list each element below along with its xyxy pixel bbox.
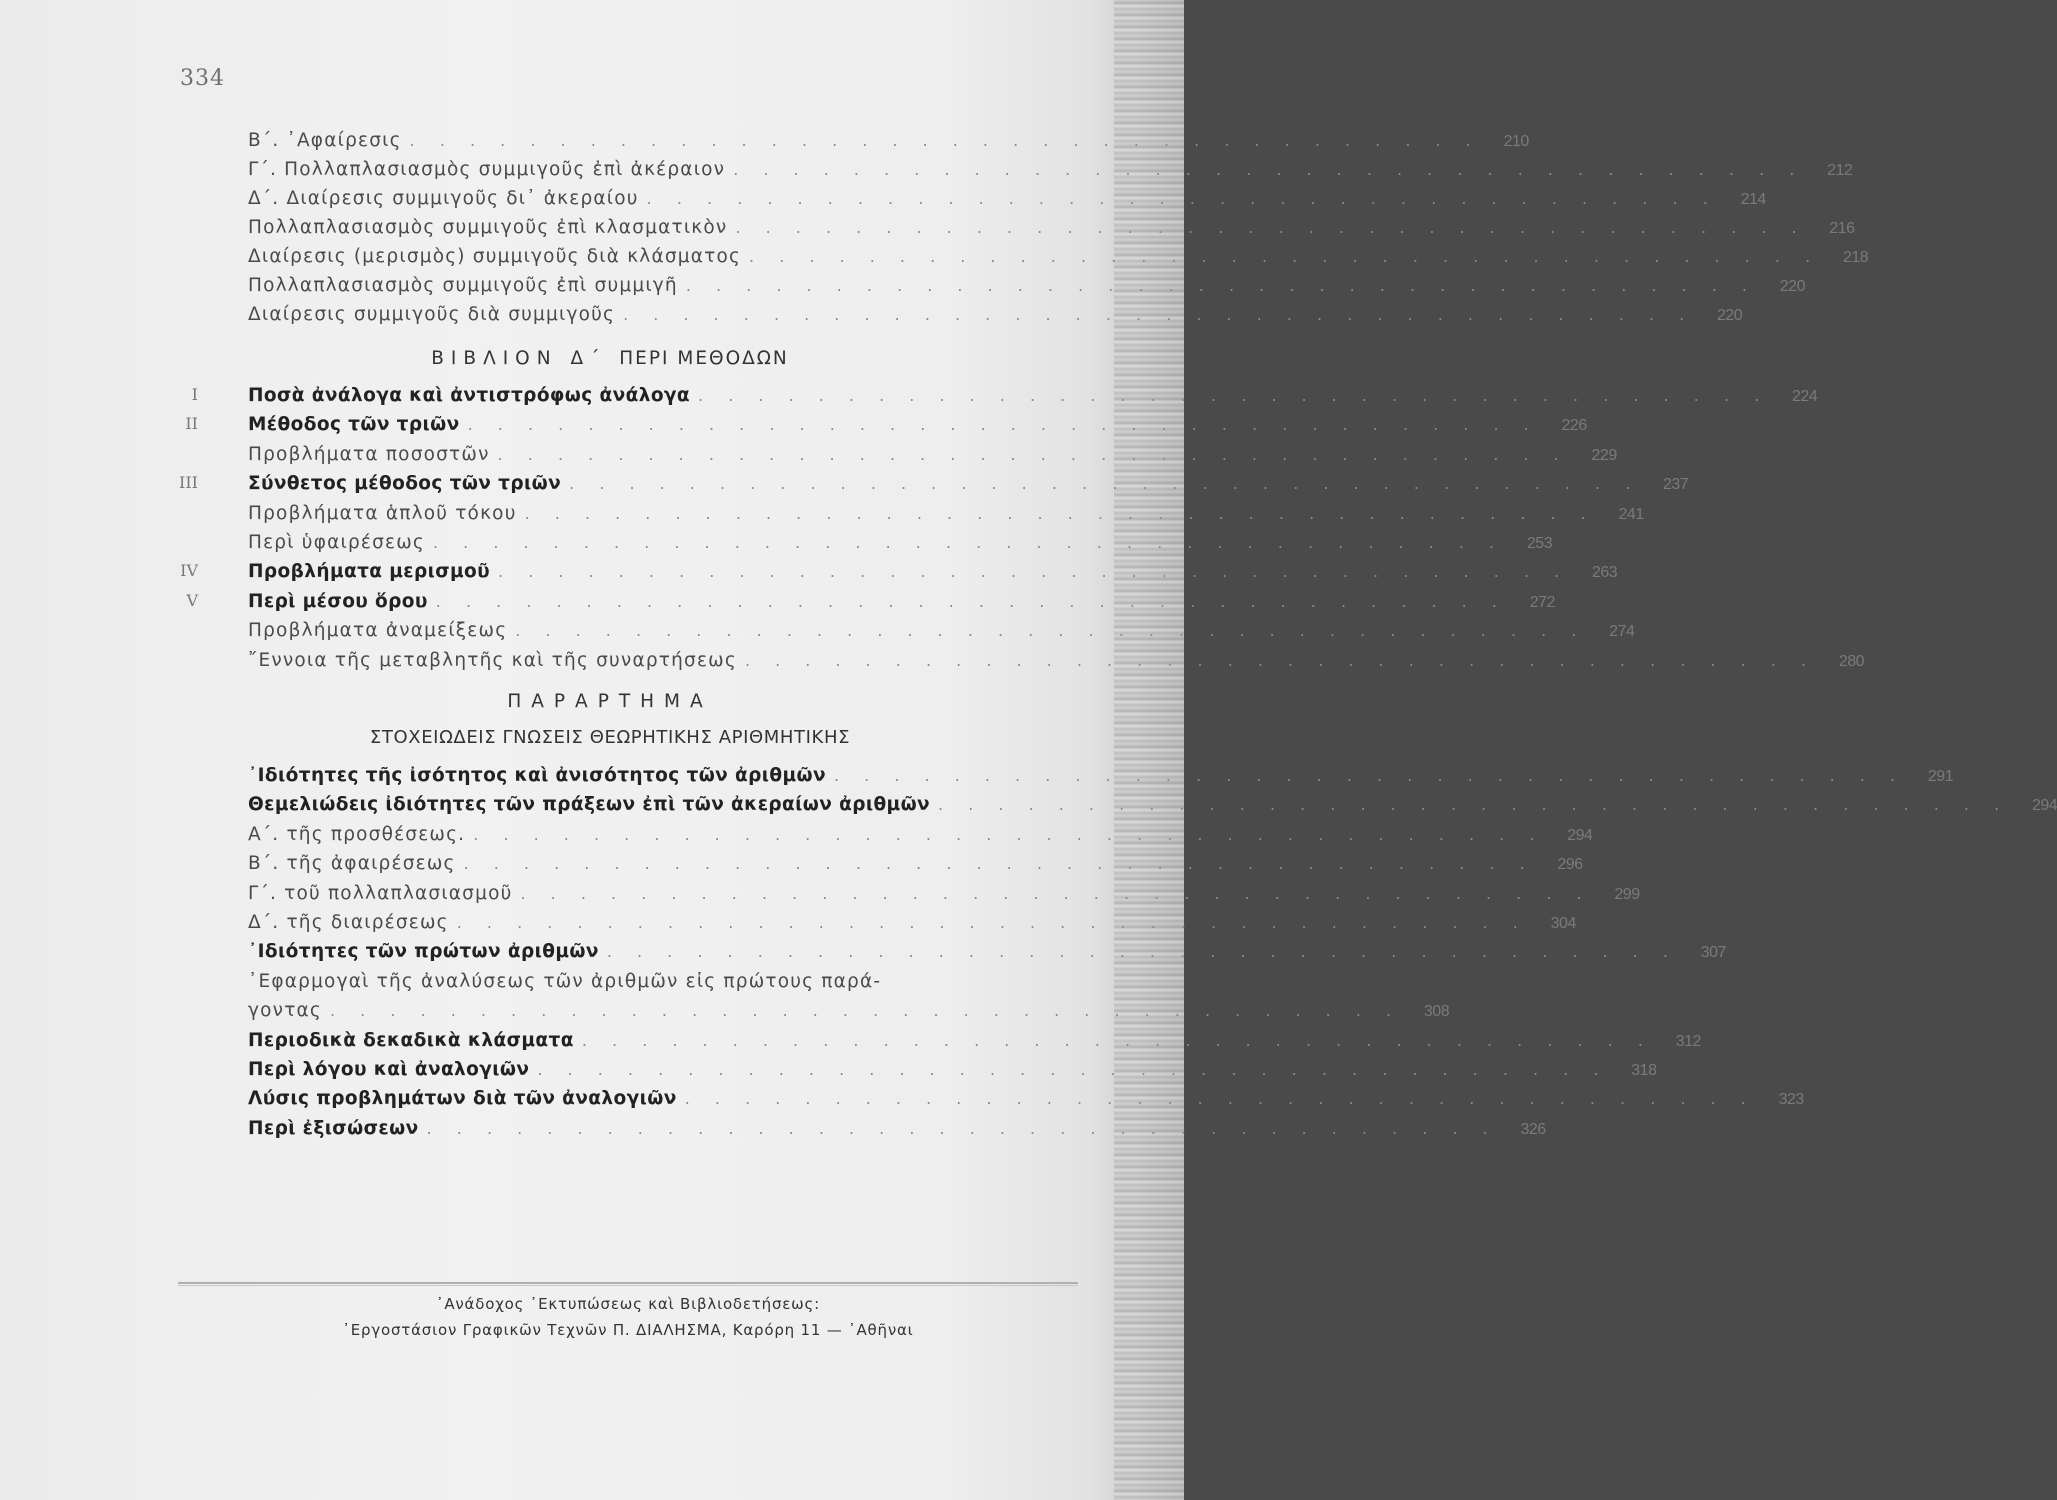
toc-entry-title: Περὶ λόγου καὶ ἀναλογιῶν — [248, 1059, 530, 1080]
toc-entry-title: γοντας — [248, 1000, 322, 1022]
toc-entry-page: 280 — [1838, 652, 1865, 670]
toc-leader-dots: . . . . . . . . . . . . . . . . . . . . . . . . . . . . . . . . . . . . — [409, 131, 1481, 150]
toc-entry-title: Προβλήματα ἁπλοῦ τόκου — [248, 502, 517, 524]
toc-leader-dots: . . . . . . . . . . . . . . . . . . . . . . . . . . . . . . . . . . . . — [515, 621, 1587, 641]
toc-entry-title: Β΄. τῆς ἀφαιρέσεως — [248, 853, 456, 875]
toc-entry-page: 291 — [1927, 768, 1954, 785]
toc-entry — [248, 794, 2057, 822]
toc-leader-dots: . . . . . . . . . . . . . . . . . . . . . . . . . . . . . . . . . . . . — [432, 533, 1505, 552]
toc-leader-dots: . . . . . . . . . . . . . . . . . . . . . . . . . . . . . . . . . . . . — [834, 766, 1906, 785]
toc-entry-page: 304 — [1550, 915, 1576, 932]
toc-entry-page: 323 — [1778, 1091, 1804, 1109]
toc-entry — [248, 1059, 1657, 1087]
toc-entry — [248, 217, 1855, 245]
toc-entry-title: Περιοδικὰ δεκαδικὰ κλάσματα — [248, 1029, 574, 1051]
toc-leader-dots: . . . . . . . . . . . . . . . . . . . . . . . . . . . . . . . . . . . . — [524, 503, 1596, 523]
toc-leader-dots: . . . . . . . . . . . . . . . . . . . . . . . . . . . . . . . . . . . . — [581, 1030, 1653, 1050]
toc-leader-dots: . . . . . . . . . . . . . . . . . . . . . . . . . . . . . . . . . . . . — [467, 415, 1539, 435]
toc-entry-title: Πολλαπλασιασμὸς συμμιγοῦς ἐπὶ συμμιγῆ — [248, 275, 678, 296]
toc-entry — [248, 971, 1078, 999]
toc-entry-title: Περὶ ἐξισώσεων — [248, 1117, 419, 1139]
toc-entry-title: Α΄. τῆς προσθέσεως. — [248, 823, 466, 845]
toc-entry-page: 307 — [1700, 944, 1726, 962]
toc-leader-dots: . . . . . . . . . . . . . . . . . . . . . . . . . . . . . . . . . . . . — [646, 189, 1718, 208]
toc-entry-title: Προβλήματα μερισμοῦ — [248, 561, 491, 583]
toc-entry — [186, 590, 1555, 619]
toc-leader-dots: . . . . . . . . . . . . . . . . . . . . . . . . . . . . . . . . . . . . — [938, 795, 2010, 815]
toc-entry — [248, 188, 1766, 216]
toc-entry-page: 326 — [1520, 1120, 1546, 1138]
footer-rule-secondary — [178, 1285, 1078, 1286]
elementary-heading: ΣΤΟΧΕΙΩΔΕΙΣ ΓΝΩΣΕΙΣ ΘΕΩΡΗΤΙΚΗΣ ΑΡΙΘΜΗΤΙΚΗΣ — [369, 727, 851, 748]
toc-leader-dots: . . . . . . . . . . . . . . . . . . . . . . . . . . . . . . . . . . . . — [498, 562, 1570, 582]
toc-entry-page: 237 — [1663, 476, 1689, 494]
toc-entry — [248, 275, 1805, 303]
toc-entry-title: Δ΄. τῆς διαιρέσεως — [248, 912, 449, 933]
toc-entry-page: 294 — [1567, 826, 1593, 844]
toc-entry-title: ᾿Εφαρμογαὶ τῆς ἀναλύσεως τῶν ἀριθμῶν εἰς πρώτους παρά- — [248, 970, 882, 992]
toc-entry — [191, 385, 1818, 413]
printer-credit-line-2: ᾿Εργοστάσιον Γραφικῶν Τεχνῶν Π. ΔΙΑΛΗΣΜΑ, Καρόρη 11 — ᾿Αθῆναι — [342, 1321, 914, 1339]
toc-leader-dots: . . . . . . . . . . . . . . . . . . . . . . . . . . . . . . . . . . . . — [698, 386, 1770, 405]
toc-entry — [248, 246, 1869, 274]
toc-leader-dots: . . . . . . . . . . . . . . . . . . . . . . . . . . . . . . . . . . . . — [456, 913, 1528, 932]
toc-entry — [248, 912, 1576, 940]
toc-entry — [248, 1117, 1546, 1146]
toc-entry-page: 226 — [1561, 417, 1587, 435]
toc-entry — [248, 1000, 1450, 1028]
toc-leader-dots: . . . . . . . . . . . . . . . . . . . . . . . . . . . . . . . . . . . . — [537, 1060, 1609, 1079]
toc-entry-page: 212 — [1827, 162, 1853, 179]
toc-entry-page: 272 — [1529, 593, 1555, 611]
toc-entry-title: Θεμελιώδεις ἰδιότητες τῶν πράξεων ἐπὶ τῶν ἀκεραίων ἀριθμῶν — [248, 794, 931, 816]
toc-entry-page: 210 — [1503, 133, 1529, 150]
appendix-heading: ΠΑΡΑΡΤΗΜΑ — [507, 691, 713, 712]
toc-entry-title: ᾿Ιδιότητες τῶν πρώτων ἀριθμῶν — [248, 941, 599, 963]
toc-entry-chapter-numeral: IV — [180, 561, 198, 581]
toc-leader-dots: . . . . . . . . . . . . . . . . . . . . . . . . . . . . . . . . . . . . — [520, 883, 1592, 903]
toc-entry — [248, 159, 1853, 187]
toc-entry — [248, 1029, 1701, 1058]
toc-leader-dots: . . . . . . . . . . . . . . . . . . . . . . . . . . . . . . . . . . . . — [623, 305, 1695, 324]
toc-entry-title: Περὶ μέσου ὅρου — [248, 590, 428, 612]
toc-entry-page: 224 — [1791, 388, 1818, 405]
toc-entry — [248, 853, 1583, 881]
toc-entry-title: Δ΄. Διαίρεσις συμμιγοῦς δι᾿ ἀκεραίου — [248, 188, 639, 209]
toc-entry-page: 318 — [1631, 1062, 1657, 1079]
toc-entry — [248, 941, 1726, 969]
toc-entry — [248, 502, 1644, 531]
printer-credit-line-1: ᾿Ανάδοχος ᾿Εκτυπώσεως καὶ Βιβλιοδετήσεως: — [436, 1295, 820, 1313]
toc-entry-page: 294 — [2031, 797, 2057, 815]
toc-entry-title: Σύνθετος μέθοδος τῶν τριῶν — [248, 473, 562, 495]
toc-entry-title: Γ΄. Πολλαπλασιασμὸς συμμιγοῦς ἐπὶ ἀκέραιον — [248, 159, 726, 180]
toc-entry-page: 263 — [1591, 564, 1618, 582]
toc-entry-page: 253 — [1526, 535, 1553, 552]
toc-entry — [185, 414, 1587, 442]
toc-entry-page: 220 — [1779, 278, 1805, 295]
toc-entry — [248, 823, 1593, 852]
footer-rule — [178, 1282, 1078, 1284]
toc-entry-page: 218 — [1842, 249, 1869, 266]
toc-entry-title: Διαίρεσις (μερισμὸς) συμμιγοῦς διὰ κλάσματος — [248, 246, 742, 267]
toc-entry — [248, 532, 1553, 560]
toc-entry-page: 229 — [1591, 446, 1617, 464]
toc-entry — [248, 130, 1529, 158]
toc-leader-dots: . . . . . . . . . . . . . . . . . . . . . . . . . . . . . . . . . . . . — [569, 474, 1641, 494]
toc-entry-page: 216 — [1829, 220, 1855, 237]
toc-entry-title: Β΄. ᾿Αφαίρεσις — [248, 130, 402, 151]
toc-entry-title: ᾿Ιδιότητες τῆς ἰσότητος καὶ ἀνισότητος τῶν ἀριθμῶν — [248, 765, 826, 786]
toc-entry-page: 241 — [1618, 505, 1644, 523]
toc-leader-dots: . . . . . . . . . . . . . . . . . . . . . . . . . . . . . . . . . . . . — [744, 650, 1817, 670]
toc-entry-page: 299 — [1614, 885, 1640, 903]
toc-entry-title: Προβλήματα ποσοστῶν — [248, 443, 490, 465]
page-number: 334 — [180, 66, 225, 91]
toc-entry — [248, 1088, 1804, 1116]
toc-entry-title: Λύσις προβλημάτων διὰ τῶν ἀναλογιῶν — [248, 1088, 677, 1110]
toc-entry — [248, 765, 1954, 793]
toc-entry-title: Ποσὰ ἀνάλογα καὶ ἀντιστρόφως ἀνάλογα — [248, 385, 691, 406]
toc-leader-dots: . . . . . . . . . . . . . . . . . . . . . . . . . . . . . . . . . . . . — [473, 824, 1545, 844]
toc-leader-dots: . . . . . . . . . . . . . . . . . . . . . . . . . . . . . . . . . . . . — [735, 218, 1807, 237]
toc-entry-title: Γ΄. τοῦ πολλαπλασιασμοῦ — [248, 882, 513, 904]
toc-entry — [248, 443, 1617, 472]
toc-leader-dots: . . . . . . . . . . . . . . . . . . . . . . . . . . . . . . . . . . . . — [606, 942, 1678, 962]
toc-leader-dots: . . . . . . . . . . . . . . . . . . . . . . . . . . . . . . . . . . . . — [497, 444, 1569, 464]
book-heading-subtitle: ΠΕΡΙ ΜΕΘΟΔΩΝ — [619, 348, 789, 369]
toc-entry — [180, 561, 1618, 589]
toc-entry-page: 296 — [1557, 856, 1583, 874]
toc-leader-dots: . . . . . . . . . . . . . . . . . . . . . . . . . . . . . . . . . . . . — [435, 591, 1507, 611]
toc-entry-chapter-numeral: II — [185, 414, 198, 434]
toc-entry — [248, 882, 1640, 911]
toc-entry-page: 220 — [1717, 307, 1743, 324]
toc-entry-title: Προβλήματα ἀναμείξεως — [248, 620, 508, 642]
toc-entry-title: Διαίρεσις συμμιγοῦς διὰ συμμιγοῦς — [248, 304, 616, 325]
book-heading — [200, 348, 1020, 369]
toc-entry — [248, 304, 1743, 332]
toc-entry-chapter-numeral: I — [191, 385, 198, 404]
book-heading-title: ΒΙΒΛΙΟΝ Δ΄ — [431, 348, 607, 369]
toc-leader-dots: . . . . . . . . . . . . . . . . . . . . . . . . . . . . . . . . . . . . — [733, 160, 1805, 179]
toc-entry-title: ῎Εννοια τῆς μεταβλητῆς καὶ τῆς συναρτήσεως — [248, 649, 737, 671]
toc-entry-chapter-numeral: V — [186, 590, 198, 610]
toc-leader-dots: . . . . . . . . . . . . . . . . . . . . . . . . . . . . . . . . . . . . — [463, 854, 1535, 874]
toc-entry-title: Περὶ ὑφαιρέσεως — [248, 532, 425, 553]
toc-entry-title: Μέθοδος τῶν τριῶν — [248, 414, 460, 436]
toc-leader-dots: . . . . . . . . . . . . . . . . . . . . . . . . . . . . . . . . . . . . — [684, 1089, 1756, 1109]
toc-entry-title: Πολλαπλασιασμὸς συμμιγοῦς ἐπὶ κλασματικὸν — [248, 217, 728, 238]
toc-entry-page: 312 — [1675, 1032, 1701, 1050]
toc-entry — [248, 620, 1635, 648]
toc-entry-page: 214 — [1740, 191, 1766, 208]
toc-leader-dots: . . . . . . . . . . . . . . . . . . . . . . . . . . . . . . . . . . . . — [330, 1001, 1402, 1021]
toc-entry — [179, 473, 1689, 501]
toc-entry-page: 274 — [1609, 623, 1635, 641]
toc-entry — [248, 649, 1865, 678]
toc-leader-dots: . . . . . . . . . . . . . . . . . . . . . . . . . . . . . . . . . . . . — [426, 1118, 1498, 1138]
toc-leader-dots: . . . . . . . . . . . . . . . . . . . . . . . . . . . . . . . . . . . . — [685, 276, 1757, 295]
toc-entry-page: 308 — [1423, 1003, 1450, 1021]
toc-leader-dots: . . . . . . . . . . . . . . . . . . . . . . . . . . . . . . . . . . . . — [749, 247, 1821, 266]
toc-entry-chapter-numeral: III — [179, 473, 198, 493]
